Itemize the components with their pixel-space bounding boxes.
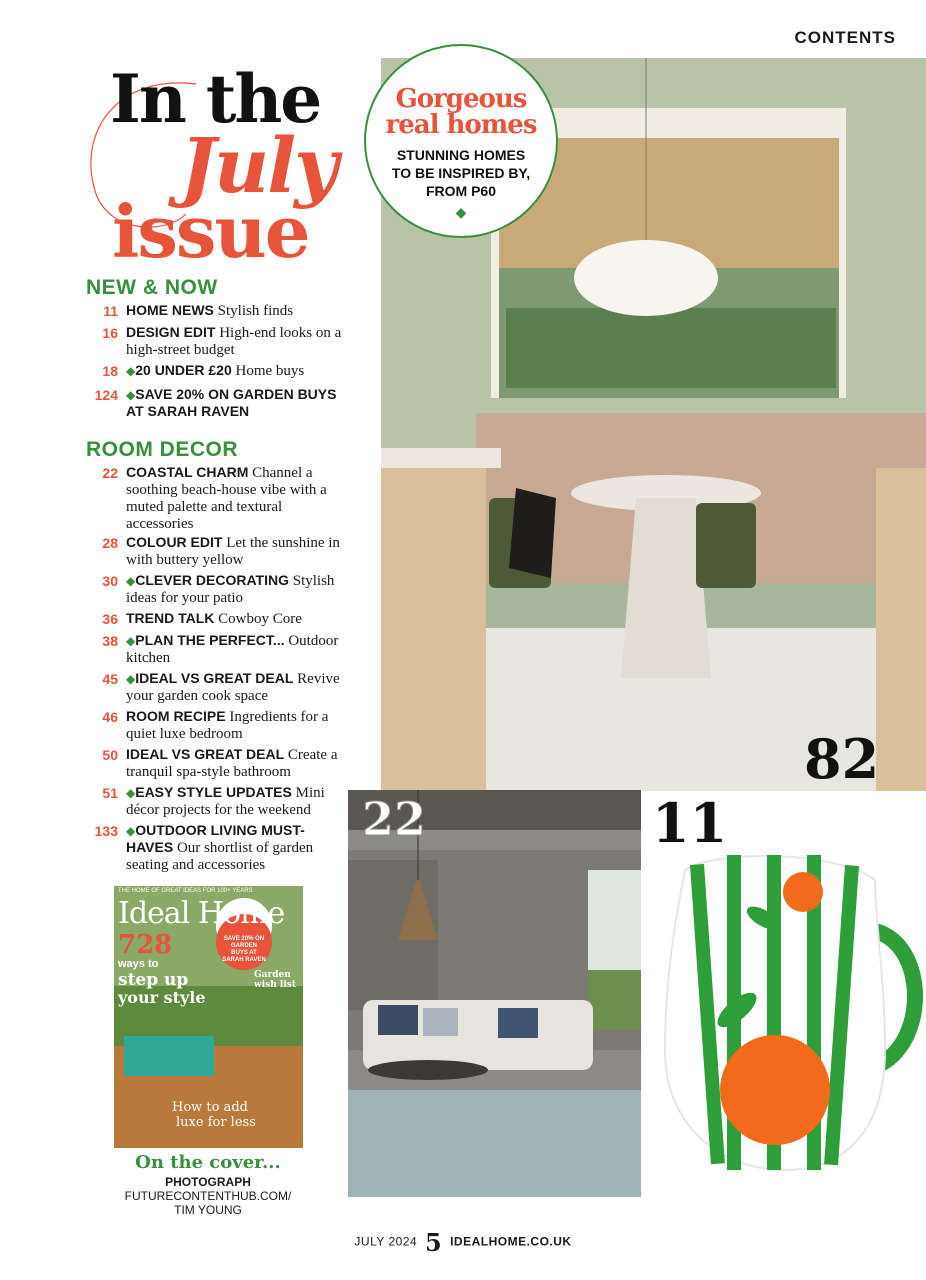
masthead-line-3: issue [112,189,309,274]
footer [0,1228,926,1257]
page-number: 36 [102,611,118,627]
page-number: 45 [102,671,118,687]
entry-desc: Let the sunshine in with buttery yellow [126,535,340,568]
entry-title: HOME NEWS [126,302,214,318]
diamond-icon: ◆ [455,204,467,220]
page-number-22: 22 [362,792,427,846]
entry-desc: Home buys [231,363,305,379]
real-homes-badge[interactable] [364,44,558,238]
entry-title: COASTAL CHARM [126,464,249,480]
page-number: 22 [102,465,118,481]
diamond-icon: ◆ [126,672,136,686]
entry-desc: Channel a soothing beach-house vibe with a muted palette and textural accessories [126,465,327,532]
footer-site[interactable]: IDEALHOME.CO.UK [450,1234,572,1249]
badge-subtitle [366,146,556,200]
page-number: 30 [102,573,118,589]
badge-subtitle-2: TO BE INSPIRED BY, [391,165,531,181]
living-room-photo[interactable] [348,790,641,1197]
cover-masthead: Ideal Home [118,896,285,931]
entry-desc: Stylish finds [213,303,294,319]
jug-photo[interactable] [645,800,926,1197]
masthead-line-2: July [180,121,337,210]
page-number: 50 [102,747,118,763]
page-number: 16 [102,325,118,341]
entry-title: ROOM RECIPE [126,708,226,724]
entry-desc: Cowboy Core [214,611,302,627]
section-label: CONTENTS [794,28,896,47]
diamond-icon: ◆ [126,824,136,838]
entry-title: OUTDOOR LIVING MUST-HAVES [126,822,305,855]
entry-desc: Ingredients for a quiet luxe bedroom [126,709,329,742]
cover-bottom-1: How to add [172,1100,249,1115]
entry-desc: Our shortlist of garden seating and accessories [126,840,314,873]
cover-badge: SAVE 20% ON GARDEN BUYS AT SARAH RAVEN [222,936,266,963]
page-number: 133 [94,823,118,839]
cover-side: Garden wish list [254,970,296,990]
credit-label: PHOTOGRAPH [165,1175,251,1189]
page-number: 46 [102,709,118,725]
entry-desc: High-end looks on a high-street budget [126,325,342,358]
living-room-illustration [348,790,641,1197]
badge-title-1: Gorgeous [395,84,527,114]
entry-title: 20 UNDER £20 [135,362,232,378]
cover-tagline: THE HOME OF GREAT IDEAS FOR 100+ YEARS [118,888,253,894]
credit-text-2: TIM YOUNG [174,1203,242,1217]
page-number: 28 [102,535,118,551]
diamond-icon: ◆ [126,388,136,402]
page-number-11: 11 [652,791,728,855]
entry-desc: Mini décor projects for the weekend [126,785,325,818]
entry-title: EASY STYLE UPDATES [135,784,292,800]
cover-headline-3: your style [118,988,206,1007]
page-number: 18 [102,363,118,379]
cover-headline-1: ways to [118,958,159,970]
entry-title: TREND TALK [126,610,215,626]
page-number: 51 [102,785,118,801]
cover-caption-credit [84,1175,332,1217]
masthead-line-1: In the [110,60,321,138]
cover-caption [84,1152,332,1217]
entry-title: SAVE 20% ON GARDEN BUYS AT SARAH RAVEN [126,386,337,419]
entry-title: DESIGN EDIT [126,324,216,340]
cover-caption-heading: On the cover... [135,1152,281,1173]
entry-title: COLOUR EDIT [126,534,223,550]
badge-subtitle-1: STUNNING HOMES [396,147,526,163]
entry-desc: Create a tranquil spa-style bathroom [126,747,338,780]
diamond-icon: ◆ [126,364,136,378]
diamond-icon: ◆ [126,574,136,588]
entry-title: CLEVER DECORATING [135,572,289,588]
page-number: 11 [103,303,118,319]
entry-title: IDEAL VS GREAT DEAL [126,746,285,762]
page-number-82: 82 [804,727,880,791]
cover-bottom-2: luxe for less [176,1115,256,1130]
section-title-new-now: NEW & NOW [86,276,218,299]
page-number: 124 [94,387,118,403]
entry-desc: Outdoor kitchen [126,633,339,666]
diamond-icon: ◆ [126,786,136,800]
cover-number: 728 [118,930,173,960]
footer-page-number: 5 [425,1228,443,1257]
entry-desc: Stylish ideas for your patio [126,573,335,606]
jug-illustration [645,800,926,1197]
credit-text-1: FUTURECONTENTHUB.COM/ [124,1189,292,1203]
entry-title: PLAN THE PERFECT... [135,632,285,648]
diamond-icon: ◆ [126,634,136,648]
section-title-room-decor: ROOM DECOR [86,438,238,461]
magazine-cover[interactable] [114,886,303,1148]
badge-title-2: real homes [385,110,537,140]
badge-subtitle-3: FROM P60 [425,183,496,199]
cover-headline-2: step up [118,970,189,990]
entry-title: IDEAL VS GREAT DEAL [135,670,294,686]
entry-desc: Revive your garden cook space [126,671,340,704]
footer-month: JULY 2024 [354,1234,418,1249]
page-number: 38 [102,633,118,649]
